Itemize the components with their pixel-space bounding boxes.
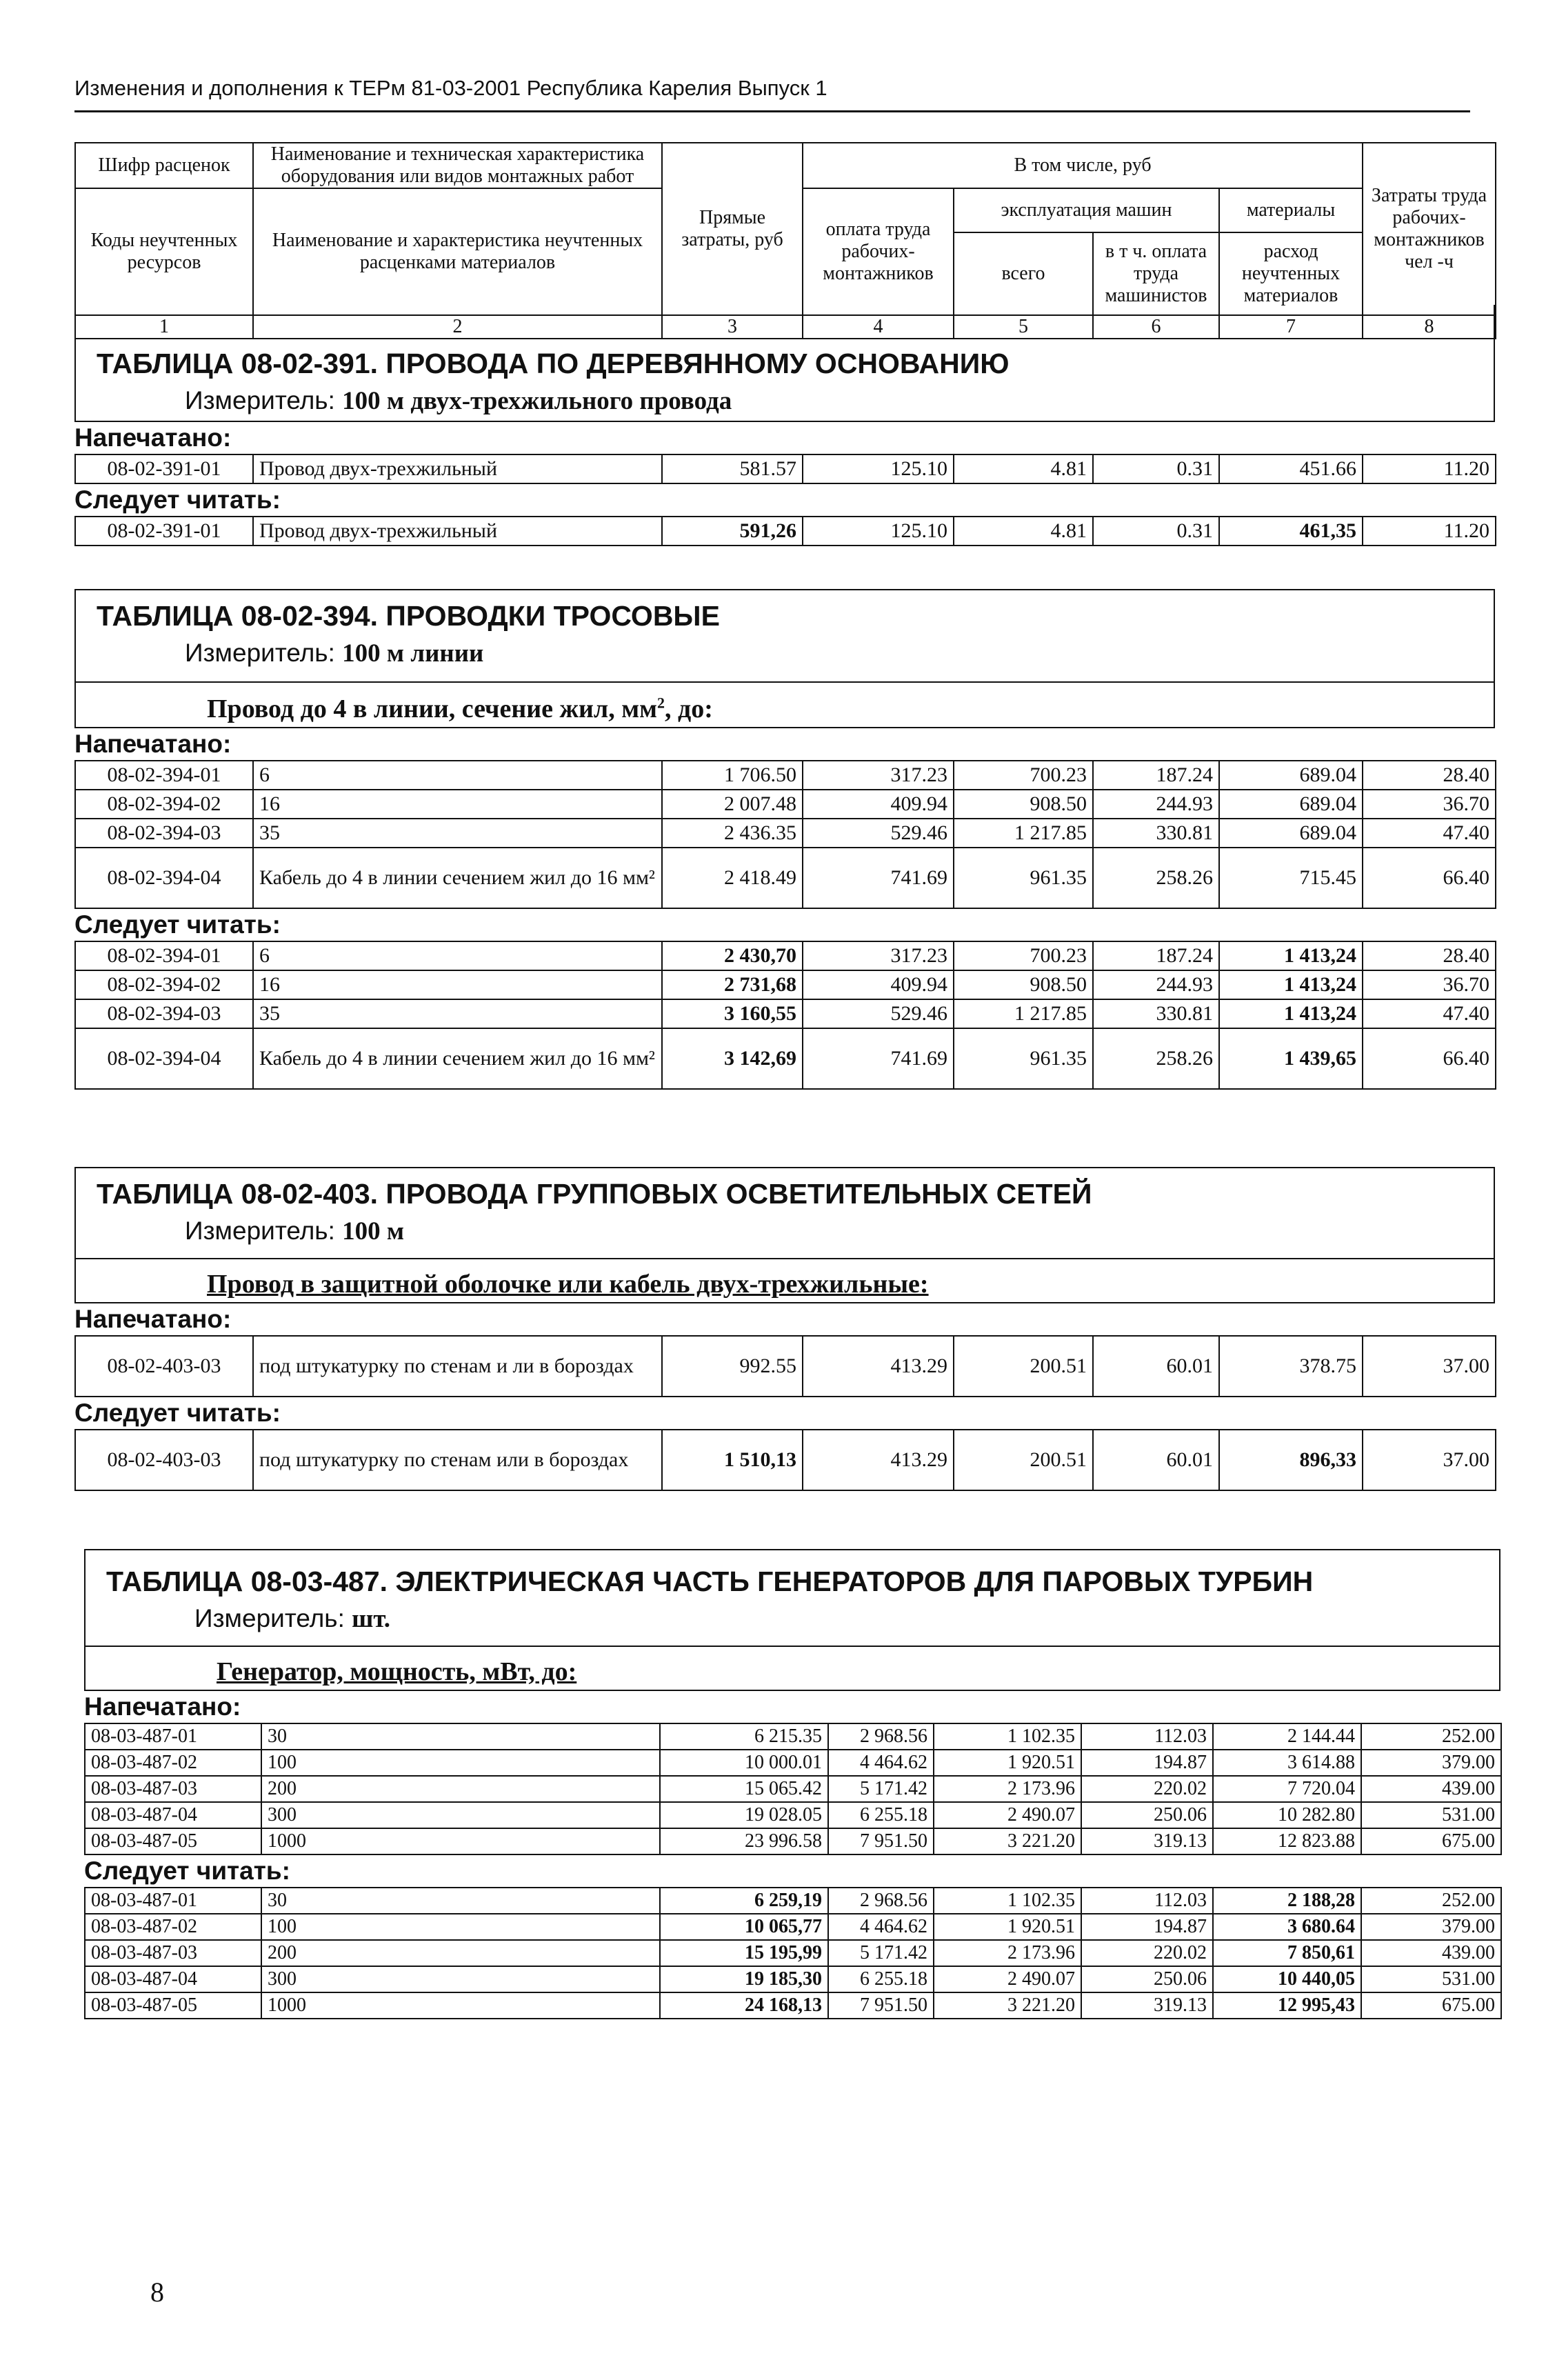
pay-cell: 317.23 bbox=[803, 941, 954, 970]
direct-cell bbox=[662, 1028, 803, 1089]
labor-cell: 11.20 bbox=[1363, 517, 1496, 546]
machinist-cell: 258.26 bbox=[1093, 1028, 1219, 1089]
labor-cell: 37.00 bbox=[1363, 1430, 1496, 1490]
table-row bbox=[85, 1776, 1501, 1802]
direct-cell-value: 19 185,30 bbox=[745, 1968, 822, 1990]
labor-cell: 439.00 bbox=[1361, 1776, 1501, 1802]
pay-cell: 7 951.50 bbox=[828, 1992, 934, 2019]
pay-cell: 317.23 bbox=[803, 761, 954, 790]
pay-cell: 6 255.18 bbox=[828, 1802, 934, 1828]
code-cell: 08-02-394-02 bbox=[75, 970, 253, 999]
materials-cell bbox=[1219, 999, 1363, 1028]
table-row bbox=[85, 1914, 1501, 1940]
pay-cell: 2 968.56 bbox=[828, 1888, 934, 1914]
materials-cell-value: 1 413,24 bbox=[1284, 944, 1356, 967]
direct-cell bbox=[662, 1430, 803, 1490]
labor-cell: 36.70 bbox=[1363, 790, 1496, 819]
machines-cell: 2 173.96 bbox=[934, 1940, 1081, 1966]
hdr-name-res: Наименование и характеристика неучтенных расценками материалов bbox=[253, 188, 662, 315]
materials-cell: 2 144.44 bbox=[1213, 1723, 1361, 1750]
pay-cell: 125.10 bbox=[803, 517, 954, 546]
hdr-num: 6 bbox=[1093, 315, 1219, 339]
direct-cell bbox=[660, 1914, 828, 1940]
subheading-part: Провод до 4 в линии, сечение жил, мм bbox=[207, 694, 658, 723]
direct-cell-value: 3 142,69 bbox=[724, 1047, 796, 1070]
name-cell: 1000 bbox=[261, 1828, 660, 1854]
machines-cell: 1 217.85 bbox=[954, 819, 1093, 848]
section-487 bbox=[84, 1549, 1500, 2019]
table-row bbox=[85, 1802, 1501, 1828]
direct-cell-value: 2 731,68 bbox=[724, 973, 796, 996]
code-cell: 08-02-394-03 bbox=[75, 819, 253, 848]
code-cell: 08-03-487-03 bbox=[85, 1940, 261, 1966]
pay-cell: 4 464.62 bbox=[828, 1750, 934, 1776]
measure-label: Измеритель: bbox=[185, 639, 335, 667]
machinist-cell: 244.93 bbox=[1093, 790, 1219, 819]
direct-cell: 581.57 bbox=[662, 454, 803, 483]
materials-cell-value: 1 413,24 bbox=[1284, 973, 1356, 996]
pay-cell: 741.69 bbox=[803, 848, 954, 908]
direct-cell: 992.55 bbox=[662, 1336, 803, 1397]
page-number: 8 bbox=[150, 2277, 164, 2308]
pay-cell: 413.29 bbox=[803, 1430, 954, 1490]
machines-cell: 961.35 bbox=[954, 848, 1093, 908]
materials-cell bbox=[1213, 1888, 1361, 1914]
labor-cell: 675.00 bbox=[1361, 1828, 1501, 1854]
materials-cell bbox=[1213, 1992, 1361, 2019]
running-head: Изменения и дополнения к ТЕРм 81-03-2001 Республика Карелия Выпуск 1 bbox=[74, 76, 827, 100]
printed-label: Напечатано: bbox=[74, 423, 232, 452]
materials-cell bbox=[1213, 1940, 1361, 1966]
subheading: Генератор, мощность, мВт, до: bbox=[217, 1657, 577, 1686]
hdr-name-tech: Наименование и техническая характеристика оборудования или видов монтажных работ bbox=[253, 143, 662, 188]
code-cell: 08-03-487-02 bbox=[85, 1750, 261, 1776]
measure-value: шт. bbox=[352, 1605, 391, 1633]
direct-cell-value: 10 065,77 bbox=[745, 1916, 822, 1937]
measure bbox=[185, 1217, 404, 1246]
header-rule bbox=[74, 110, 1470, 112]
materials-cell bbox=[1219, 941, 1363, 970]
direct-cell: 2 436.35 bbox=[662, 819, 803, 848]
direct-cell-value: 3 160,55 bbox=[724, 1002, 796, 1025]
title-box bbox=[74, 1167, 1495, 1303]
measure bbox=[185, 639, 483, 668]
materials-cell-value: 3 680.64 bbox=[1287, 1916, 1355, 1937]
read-table bbox=[84, 1887, 1502, 2019]
labor-cell: 531.00 bbox=[1361, 1966, 1501, 1992]
materials-cell bbox=[1219, 517, 1363, 546]
table-row bbox=[85, 1888, 1501, 1914]
direct-cell-value: 1 510,13 bbox=[724, 1448, 796, 1471]
materials-cell bbox=[1213, 1914, 1361, 1940]
machinist-cell: 220.02 bbox=[1081, 1940, 1213, 1966]
pay-cell: 529.46 bbox=[803, 999, 954, 1028]
code-cell: 08-03-487-04 bbox=[85, 1966, 261, 1992]
table-row bbox=[75, 848, 1496, 908]
direct-cell-value: 6 259,19 bbox=[754, 1890, 822, 1911]
direct-cell bbox=[660, 1888, 828, 1914]
hdr-num: 7 bbox=[1219, 315, 1363, 339]
labor-cell: 47.40 bbox=[1363, 999, 1496, 1028]
labor-cell: 531.00 bbox=[1361, 1802, 1501, 1828]
table-row bbox=[85, 1828, 1501, 1854]
labor-cell: 66.40 bbox=[1363, 1028, 1496, 1089]
machines-cell: 1 102.35 bbox=[934, 1888, 1081, 1914]
direct-cell: 6 215.35 bbox=[660, 1723, 828, 1750]
measure-value: 100 м bbox=[342, 1217, 405, 1246]
machines-cell: 2 173.96 bbox=[934, 1776, 1081, 1802]
materials-cell-value: 7 850,61 bbox=[1287, 1942, 1355, 1963]
table-row bbox=[85, 1750, 1501, 1776]
printed-label: Напечатано: bbox=[74, 1305, 232, 1333]
labor-cell: 28.40 bbox=[1363, 761, 1496, 790]
machinist-cell: 319.13 bbox=[1081, 1992, 1213, 2019]
printed-table bbox=[84, 1723, 1502, 1855]
machines-cell: 4.81 bbox=[954, 517, 1093, 546]
machines-cell: 700.23 bbox=[954, 761, 1093, 790]
materials-cell: 7 720.04 bbox=[1213, 1776, 1361, 1802]
pay-cell: 529.46 bbox=[803, 819, 954, 848]
subheading-part: 2 bbox=[657, 694, 665, 712]
direct-cell: 591,26 bbox=[739, 519, 796, 542]
table-row bbox=[75, 1028, 1496, 1089]
printed-label: Напечатано: bbox=[84, 1692, 241, 1721]
materials-cell: 689.04 bbox=[1219, 790, 1363, 819]
machinist-cell: 187.24 bbox=[1093, 941, 1219, 970]
name-cell: 30 bbox=[261, 1723, 660, 1750]
divider bbox=[76, 681, 1494, 683]
labor-cell: 47.40 bbox=[1363, 819, 1496, 848]
materials-cell: 689.04 bbox=[1219, 819, 1363, 848]
measure-label: Измеритель: bbox=[185, 386, 335, 414]
subheading bbox=[207, 694, 713, 724]
pay-cell: 409.94 bbox=[803, 970, 954, 999]
printed-table bbox=[74, 1335, 1496, 1397]
code-cell: 08-03-487-01 bbox=[85, 1888, 261, 1914]
materials-cell-value: 1 439,65 bbox=[1284, 1047, 1356, 1070]
hdr-direct: Прямые затраты, руб bbox=[662, 143, 803, 315]
machinist-cell: 194.87 bbox=[1081, 1750, 1213, 1776]
materials-cell bbox=[1219, 1028, 1363, 1089]
labor-cell: 66.40 bbox=[1363, 848, 1496, 908]
code-cell: 08-02-394-01 bbox=[75, 761, 253, 790]
materials-cell: 689.04 bbox=[1219, 761, 1363, 790]
machinist-cell: 194.87 bbox=[1081, 1914, 1213, 1940]
machines-cell: 2 490.07 bbox=[934, 1802, 1081, 1828]
code-cell: 08-02-394-01 bbox=[75, 941, 253, 970]
name-cell: 300 bbox=[261, 1802, 660, 1828]
machinist-cell: 112.03 bbox=[1081, 1723, 1213, 1750]
materials-cell bbox=[1219, 1430, 1363, 1490]
materials-cell: 12 823.88 bbox=[1213, 1828, 1361, 1854]
direct-cell: 19 028.05 bbox=[660, 1802, 828, 1828]
pay-cell: 5 171.42 bbox=[828, 1940, 934, 1966]
code-cell: 08-02-391-01 bbox=[75, 517, 253, 546]
code-cell: 08-02-403-03 bbox=[75, 1430, 253, 1490]
hdr-num: 2 bbox=[253, 315, 662, 339]
name-cell: 6 bbox=[253, 941, 662, 970]
machines-cell: 908.50 bbox=[954, 970, 1093, 999]
hdr-num: 1 bbox=[75, 315, 253, 339]
machinist-cell: 330.81 bbox=[1093, 999, 1219, 1028]
machinist-cell: 187.24 bbox=[1093, 761, 1219, 790]
table-row bbox=[85, 1992, 1501, 2019]
hdr-num: 3 bbox=[662, 315, 803, 339]
name-cell: 6 bbox=[253, 761, 662, 790]
machines-cell: 700.23 bbox=[954, 941, 1093, 970]
table-row bbox=[75, 970, 1496, 999]
pay-cell: 6 255.18 bbox=[828, 1966, 934, 1992]
machinist-cell: 244.93 bbox=[1093, 970, 1219, 999]
hdr-incl-pay: в т ч. оплата труда машинистов bbox=[1093, 232, 1219, 315]
table-row bbox=[75, 819, 1496, 848]
materials-cell: 3 614.88 bbox=[1213, 1750, 1361, 1776]
table-title: ТАБЛИЦА 08-02-394. ПРОВОДКИ ТРОСОВЫЕ bbox=[97, 600, 720, 632]
materials-cell bbox=[1219, 970, 1363, 999]
machinist-cell: 60.01 bbox=[1093, 1430, 1219, 1490]
labor-cell: 252.00 bbox=[1361, 1888, 1501, 1914]
hdr-machines: эксплуатация машин bbox=[954, 188, 1219, 232]
direct-cell: 15 065.42 bbox=[660, 1776, 828, 1802]
table-row bbox=[75, 790, 1496, 819]
table-row bbox=[75, 999, 1496, 1028]
table-row bbox=[75, 1336, 1496, 1397]
hdr-num: 8 bbox=[1363, 315, 1496, 339]
name-cell: 100 bbox=[261, 1914, 660, 1940]
code-cell: 08-03-487-01 bbox=[85, 1723, 261, 1750]
machinist-cell: 0.31 bbox=[1093, 454, 1219, 483]
pay-cell: 7 951.50 bbox=[828, 1828, 934, 1854]
code-cell: 08-03-487-04 bbox=[85, 1802, 261, 1828]
name-cell: Провод двух-трехжильный bbox=[253, 517, 662, 546]
direct-cell bbox=[662, 517, 803, 546]
measure bbox=[194, 1604, 390, 1634]
read-table bbox=[74, 941, 1496, 1090]
machines-cell: 961.35 bbox=[954, 1028, 1093, 1089]
name-cell: 35 bbox=[253, 999, 662, 1028]
machines-cell: 4.81 bbox=[954, 454, 1093, 483]
pay-cell: 2 968.56 bbox=[828, 1723, 934, 1750]
machinist-cell: 60.01 bbox=[1093, 1336, 1219, 1397]
printed-table bbox=[74, 760, 1496, 909]
pay-cell: 125.10 bbox=[803, 454, 954, 483]
machines-cell: 1 920.51 bbox=[934, 1914, 1081, 1940]
section-403 bbox=[74, 1167, 1495, 1491]
direct-cell-value: 15 195,99 bbox=[745, 1942, 822, 1963]
name-cell: 30 bbox=[261, 1888, 660, 1914]
labor-cell: 36.70 bbox=[1363, 970, 1496, 999]
machines-cell: 1 102.35 bbox=[934, 1723, 1081, 1750]
pay-cell: 413.29 bbox=[803, 1336, 954, 1397]
code-cell: 08-03-487-05 bbox=[85, 1992, 261, 2019]
measure-value: 100 м линии bbox=[342, 639, 484, 668]
measure-label: Измеритель: bbox=[194, 1604, 345, 1632]
materials-cell bbox=[1213, 1966, 1361, 1992]
name-cell: Провод двух-трехжильный bbox=[253, 454, 662, 483]
hdr-incl: В том числе, руб bbox=[803, 143, 1363, 188]
subheading: Провод в защитной оболочке или кабель двух-трехжильные: bbox=[207, 1270, 929, 1299]
machines-cell: 200.51 bbox=[954, 1430, 1093, 1490]
read-label: Следует читать: bbox=[74, 1399, 281, 1427]
machinist-cell: 112.03 bbox=[1081, 1888, 1213, 1914]
read-table bbox=[74, 1429, 1496, 1491]
machinist-cell: 258.26 bbox=[1093, 848, 1219, 908]
name-cell: 16 bbox=[253, 790, 662, 819]
machines-cell: 3 221.20 bbox=[934, 1992, 1081, 2019]
printed-label: Напечатано: bbox=[74, 730, 232, 758]
section-391 bbox=[74, 305, 1495, 546]
labor-cell: 439.00 bbox=[1361, 1940, 1501, 1966]
labor-cell: 11.20 bbox=[1363, 454, 1496, 483]
code-cell: 08-02-391-01 bbox=[75, 454, 253, 483]
labor-cell: 379.00 bbox=[1361, 1914, 1501, 1940]
printed-table bbox=[74, 454, 1496, 484]
direct-cell bbox=[662, 970, 803, 999]
code-cell: 08-03-487-02 bbox=[85, 1914, 261, 1940]
materials-cell: 10 282.80 bbox=[1213, 1802, 1361, 1828]
pay-cell: 409.94 bbox=[803, 790, 954, 819]
hdr-codes: Коды неучтенных ресурсов bbox=[75, 188, 253, 315]
hdr-cipher: Шифр расценок bbox=[75, 143, 253, 188]
hdr-labor: Затраты труда рабочих-монтажников чел -ч bbox=[1363, 143, 1496, 315]
table-row bbox=[75, 1430, 1496, 1490]
table-title: ТАБЛИЦА 08-02-403. ПРОВОДА ГРУППОВЫХ ОСВЕТИТЕЛЬНЫХ СЕТЕЙ bbox=[97, 1178, 1092, 1210]
hdr-num: 5 bbox=[954, 315, 1093, 339]
machines-cell: 3 221.20 bbox=[934, 1828, 1081, 1854]
materials-cell: 715.45 bbox=[1219, 848, 1363, 908]
read-table bbox=[74, 516, 1496, 546]
hdr-num: 4 bbox=[803, 315, 954, 339]
name-cell: 35 bbox=[253, 819, 662, 848]
table-row bbox=[85, 1940, 1501, 1966]
measure bbox=[185, 386, 732, 416]
measure-label: Измеритель: bbox=[185, 1217, 335, 1245]
code-cell: 08-03-487-03 bbox=[85, 1776, 261, 1802]
table-row bbox=[75, 454, 1496, 483]
divider bbox=[76, 1258, 1494, 1259]
materials-cell-value: 2 188,28 bbox=[1287, 1890, 1355, 1911]
name-cell: 100 bbox=[261, 1750, 660, 1776]
table-title: ТАБЛИЦА 08-02-391. ПРОВОДА ПО ДЕРЕВЯННОМУ ОСНОВАНИЮ bbox=[97, 348, 1010, 379]
labor-cell: 28.40 bbox=[1363, 941, 1496, 970]
direct-cell bbox=[660, 1966, 828, 1992]
direct-cell bbox=[662, 941, 803, 970]
machines-cell: 200.51 bbox=[954, 1336, 1093, 1397]
hdr-pay: оплата труда рабочих-монтажников bbox=[803, 188, 954, 315]
pay-cell: 741.69 bbox=[803, 1028, 954, 1089]
labor-cell: 379.00 bbox=[1361, 1750, 1501, 1776]
pay-cell: 5 171.42 bbox=[828, 1776, 934, 1802]
title-box bbox=[74, 305, 1495, 422]
materials-cell-value: 896,33 bbox=[1299, 1448, 1356, 1471]
direct-cell bbox=[660, 1940, 828, 1966]
section-394 bbox=[74, 589, 1495, 1090]
direct-cell bbox=[660, 1992, 828, 2019]
name-cell: под штукатурку по стенам или в бороздах bbox=[253, 1430, 662, 1490]
machines-cell: 2 490.07 bbox=[934, 1966, 1081, 1992]
read-label: Следует читать: bbox=[74, 910, 281, 939]
machinist-cell: 250.06 bbox=[1081, 1802, 1213, 1828]
direct-cell: 2 418.49 bbox=[662, 848, 803, 908]
labor-cell: 37.00 bbox=[1363, 1336, 1496, 1397]
machinist-cell: 250.06 bbox=[1081, 1966, 1213, 1992]
name-cell: 1000 bbox=[261, 1992, 660, 2019]
materials-cell-value: 12 995,43 bbox=[1278, 1994, 1355, 2016]
hdr-consumption: расход неучтенных материалов bbox=[1219, 232, 1363, 315]
table-row bbox=[85, 1723, 1501, 1750]
name-cell: Кабель до 4 в линии сечением жил до 16 мм² bbox=[253, 1028, 662, 1089]
machinist-cell: 220.02 bbox=[1081, 1776, 1213, 1802]
labor-cell: 675.00 bbox=[1361, 1992, 1501, 2019]
name-cell: 16 bbox=[253, 970, 662, 999]
labor-cell: 252.00 bbox=[1361, 1723, 1501, 1750]
direct-cell: 2 007.48 bbox=[662, 790, 803, 819]
machines-cell: 908.50 bbox=[954, 790, 1093, 819]
direct-cell: 23 996.58 bbox=[660, 1828, 828, 1854]
machines-cell: 1 217.85 bbox=[954, 999, 1093, 1028]
name-cell: 200 bbox=[261, 1940, 660, 1966]
name-cell: 200 bbox=[261, 1776, 660, 1802]
direct-cell: 10 000.01 bbox=[660, 1750, 828, 1776]
machinist-cell: 0.31 bbox=[1093, 517, 1219, 546]
machinist-cell: 319.13 bbox=[1081, 1828, 1213, 1854]
table-row bbox=[75, 517, 1496, 546]
name-cell: 300 bbox=[261, 1966, 660, 1992]
name-cell: Кабель до 4 в линии сечением жил до 16 мм² bbox=[253, 848, 662, 908]
materials-cell: 451.66 bbox=[1219, 454, 1363, 483]
divider bbox=[86, 1646, 1499, 1647]
direct-cell bbox=[662, 999, 803, 1028]
machinist-cell: 330.81 bbox=[1093, 819, 1219, 848]
hdr-materials: материалы bbox=[1219, 188, 1363, 232]
read-label: Следует читать: bbox=[84, 1857, 290, 1885]
table-row bbox=[75, 761, 1496, 790]
read-label: Следует читать: bbox=[74, 486, 281, 514]
materials-cell-value: 1 413,24 bbox=[1284, 1002, 1356, 1025]
measure-value: 100 м двух-трехжильного провода bbox=[342, 387, 732, 415]
table-row bbox=[75, 941, 1496, 970]
code-cell: 08-02-394-03 bbox=[75, 999, 253, 1028]
hdr-total: всего bbox=[954, 232, 1093, 315]
subheading-part: , до: bbox=[665, 694, 713, 723]
materials-cell: 378.75 bbox=[1219, 1336, 1363, 1397]
title-box bbox=[84, 1549, 1500, 1691]
table-title: ТАБЛИЦА 08-03-487. ЭЛЕКТРИЧЕСКАЯ ЧАСТЬ ГЕНЕРАТОРОВ ДЛЯ ПАРОВЫХ ТУРБИН bbox=[106, 1566, 1314, 1597]
direct-cell: 1 706.50 bbox=[662, 761, 803, 790]
name-cell: под штукатурку по стенам и ли в бороздах bbox=[253, 1336, 662, 1397]
direct-cell-value: 2 430,70 bbox=[724, 944, 796, 967]
pay-cell: 4 464.62 bbox=[828, 1914, 934, 1940]
code-cell: 08-02-394-02 bbox=[75, 790, 253, 819]
materials-cell: 461,35 bbox=[1299, 519, 1356, 542]
code-cell: 08-03-487-05 bbox=[85, 1828, 261, 1854]
code-cell: 08-02-394-04 bbox=[75, 1028, 253, 1089]
code-cell: 08-02-403-03 bbox=[75, 1336, 253, 1397]
direct-cell-value: 24 168,13 bbox=[745, 1994, 822, 2016]
materials-cell-value: 10 440,05 bbox=[1278, 1968, 1355, 1990]
table-row bbox=[85, 1966, 1501, 1992]
code-cell: 08-02-394-04 bbox=[75, 848, 253, 908]
machines-cell: 1 920.51 bbox=[934, 1750, 1081, 1776]
title-box bbox=[74, 589, 1495, 728]
